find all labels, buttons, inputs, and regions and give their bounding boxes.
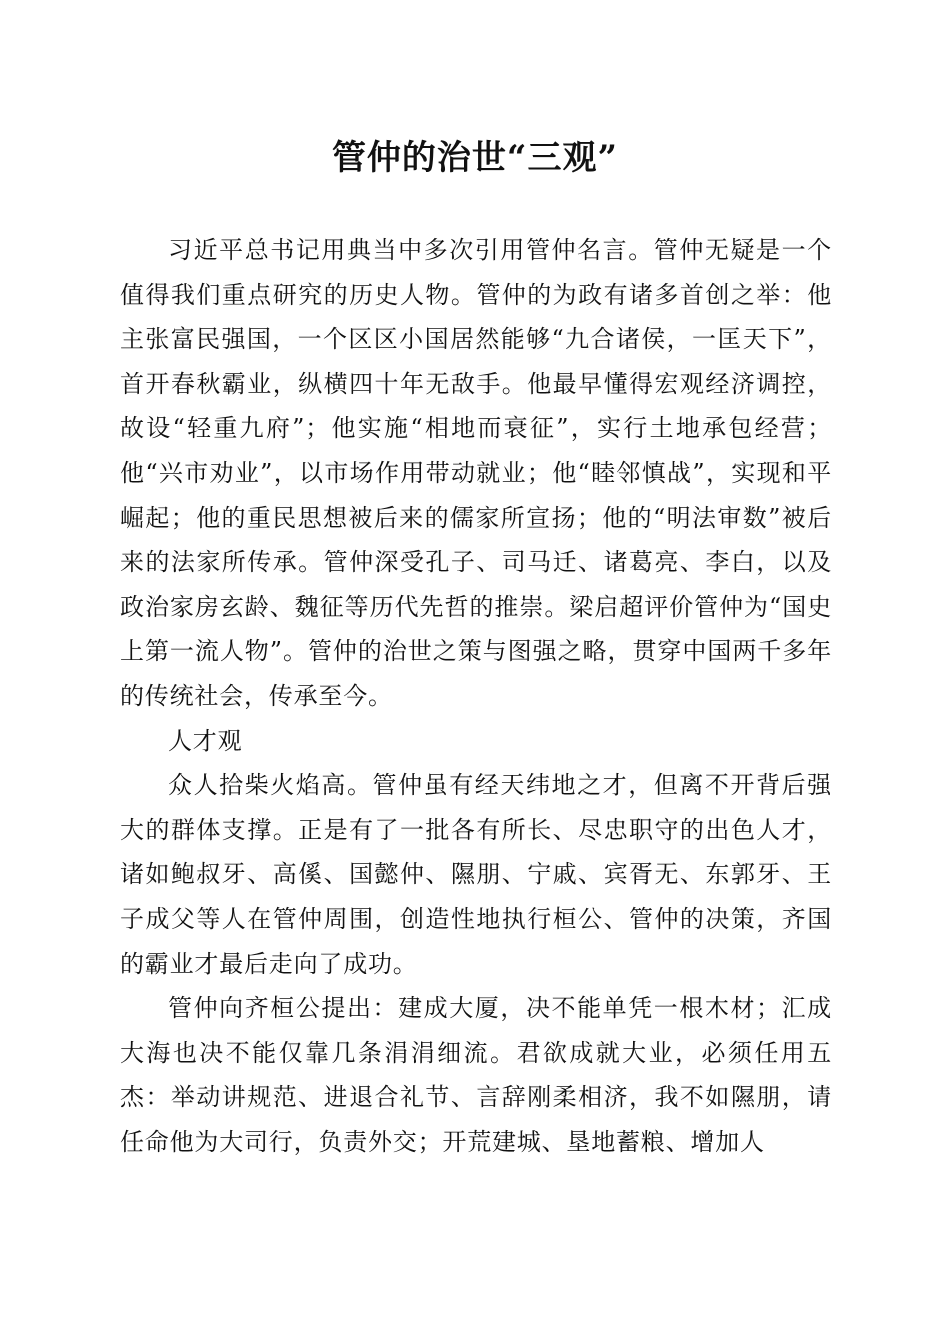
section-heading-talent: 人才观 (168, 726, 243, 755)
paragraph-intro: 习近平总书记用典当中多次引用管仲名言。管仲无疑是一个值得我们重点研究的历史人物。管仲的为政有诸多首创之举：他主张富民强国，一个区区小国居然能够“九合诸侯，一匡天下”，首开春秋霸业，纵横四十年无敌手。他最早懂得宏观经济调控，故设“轻重九府”；他实施“相地而衰征”，实行土地承包经营；他“兴市劝业”，以市场作用带动就业；他“睦邻慎战”，实现和平崛起；他的重民思想被后来的儒家所宣扬；他的“明法审数”被后来的法家所传承。管仲深受孔子、司马迁、诸葛亮、李白，以及政治家房玄龄、魏征等历代先哲的推崇。梁启超评价管仲为“国史上第一流人物”。管仲的治世之策与图强之略，贯穿中国两千多年的传统社会，传承至今。 (120, 236, 832, 710)
paragraph-talent-2: 管仲向齐桓公提出：建成大厦，决不能单凭一根木材；汇成大海也决不能仅靠几条涓涓细流。君欲成就大业，必须任用五杰：举动讲规范、进退合礼节、言辞刚柔相济，我不如隰朋，请任命他为大司行，负责外交；开荒建城、垦地蓄粮、增加人 (120, 994, 832, 1156)
document-body (120, 228, 832, 1164)
paragraph-talent-1: 众人拾柴火焰高。管仲虽有经天纬地之才，但离不开背后强大的群体支撑。正是有了一批各有所长、尽忠职守的出色人才，诸如鲍叔牙、高傒、国懿仲、隰朋、宁戚、宾胥无、东郭牙、王子成父等人在管仲周围，创造性地执行桓公、管仲的决策，齐国的霸业才最后走向了成功。 (120, 771, 832, 978)
document-title: 管仲的治世“三观” (331, 138, 619, 178)
